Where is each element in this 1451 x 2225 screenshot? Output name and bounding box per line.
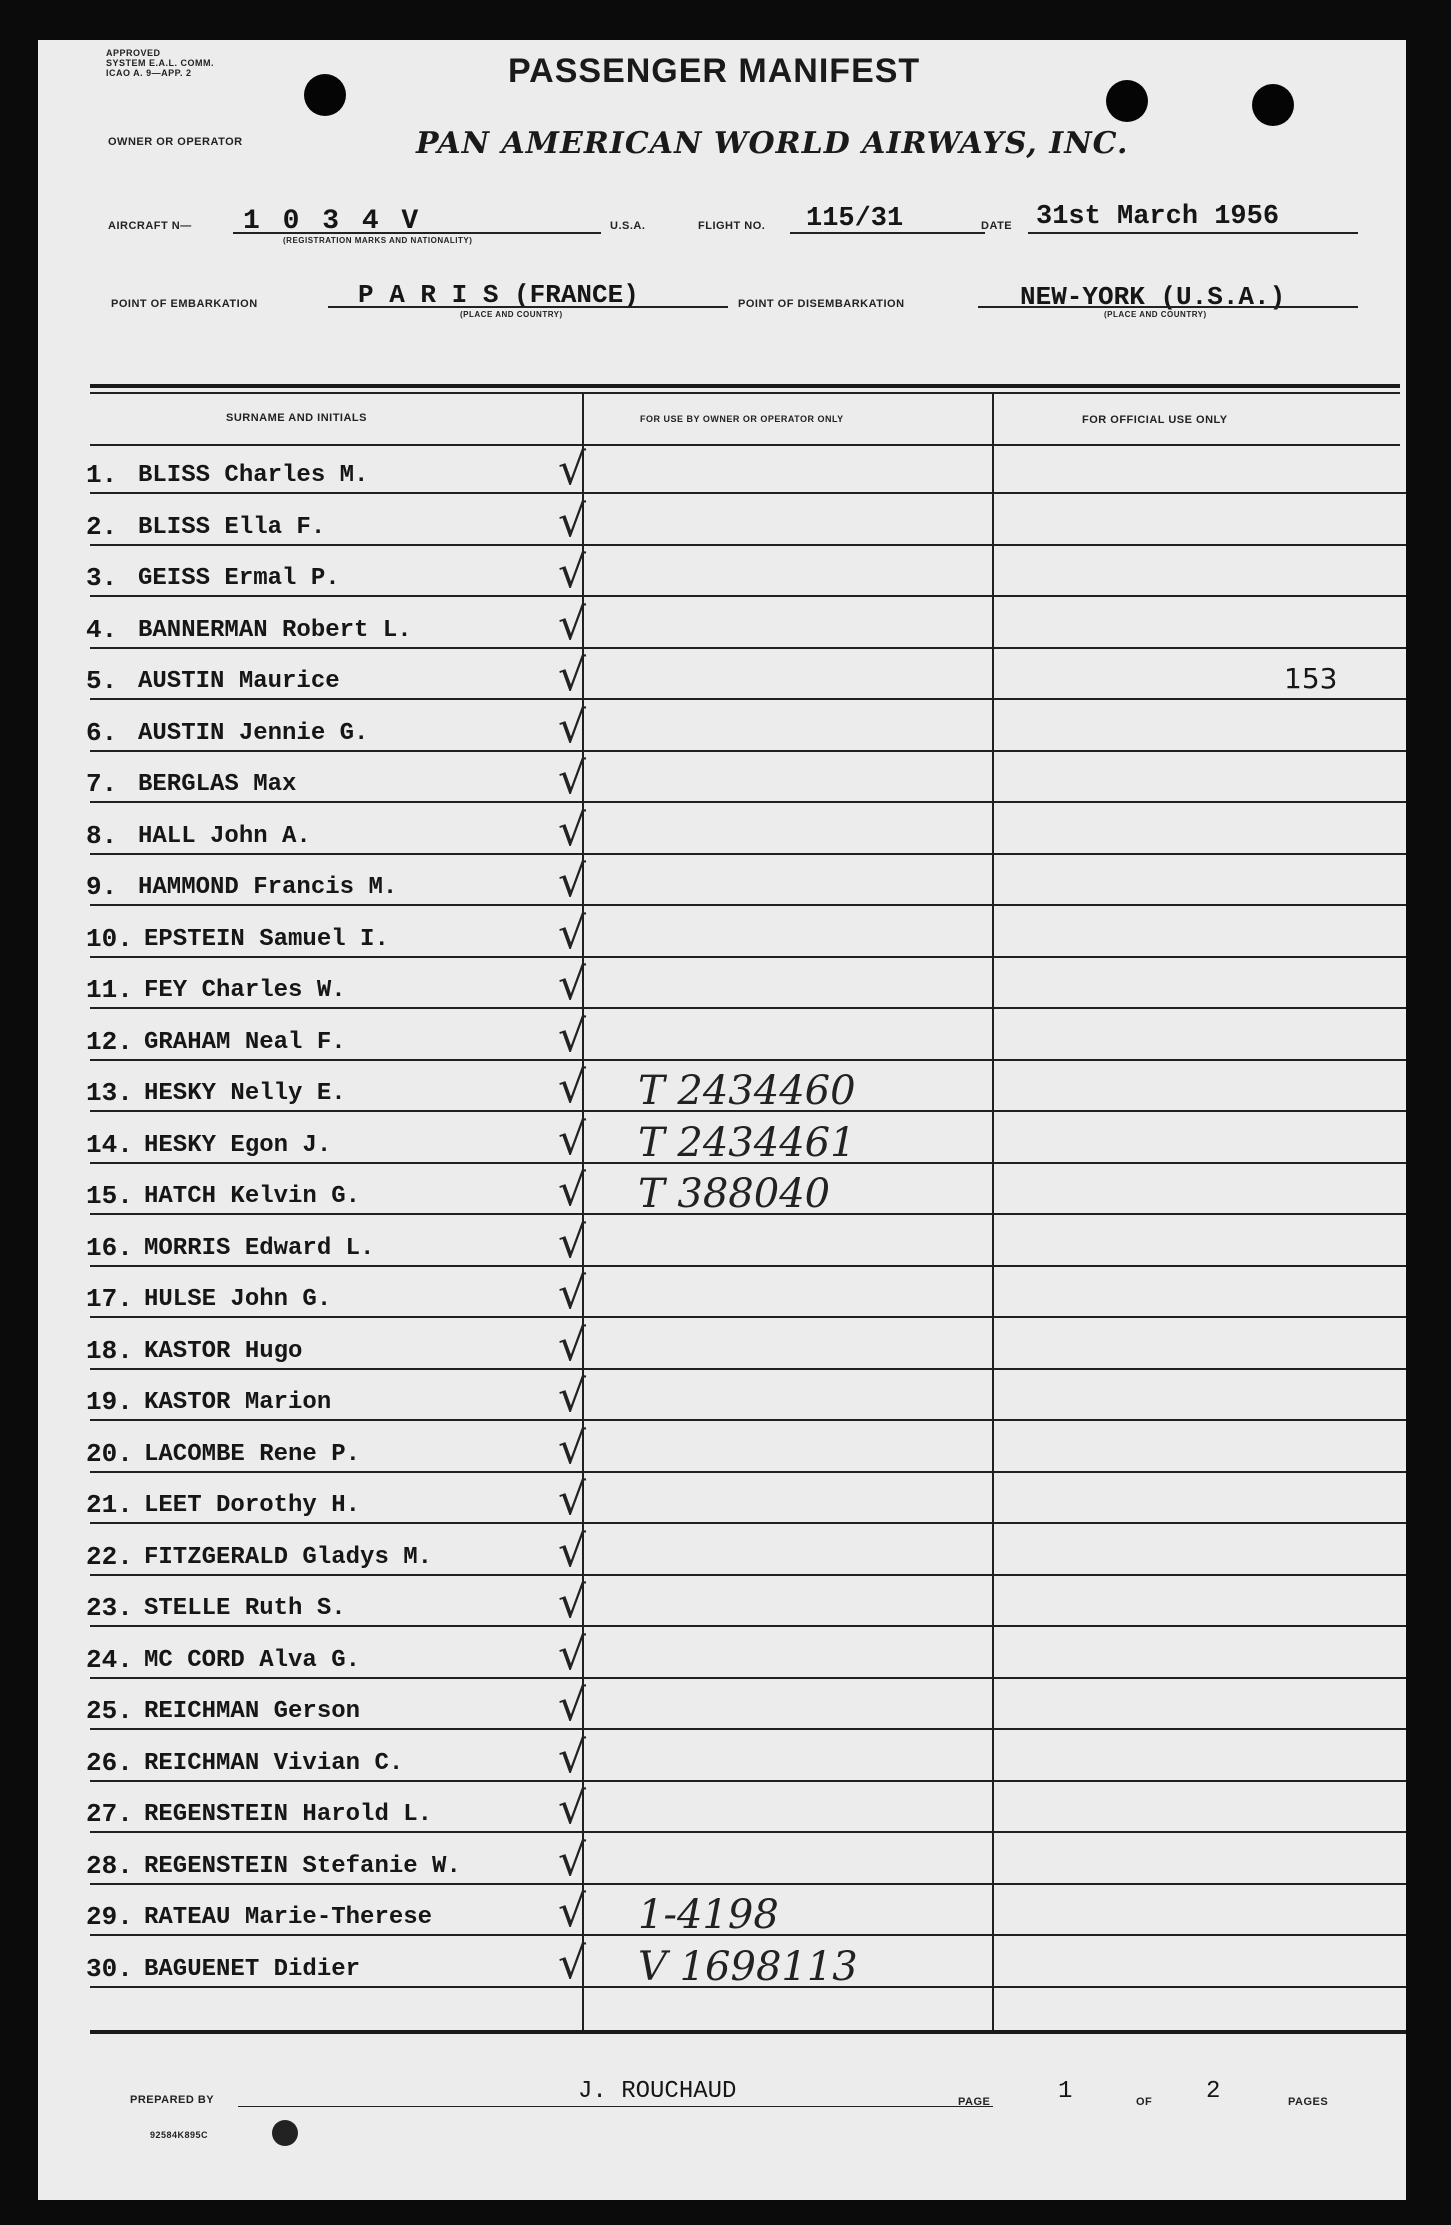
prepared-by-underline <box>238 2106 993 2107</box>
passenger-name: RATEAU Marie-Therese <box>144 1904 433 1931</box>
row-number: 29. <box>86 1902 133 1932</box>
row-number: 6. <box>86 718 118 748</box>
aircraft-underline <box>233 232 601 234</box>
owner-value: PAN AMERICAN WORLD AIRWAYS, INC. <box>416 126 1129 161</box>
owner-label: OWNER OR OPERATOR <box>108 136 243 148</box>
checkmark-icon: √ <box>558 856 587 907</box>
passenger-name: REICHMAN Gerson <box>144 1698 361 1725</box>
row-number: 15. <box>86 1181 133 1211</box>
row-number: 13. <box>86 1078 133 1108</box>
checkmark-icon: √ <box>558 1217 587 1268</box>
row-number: 25. <box>86 1696 133 1726</box>
checkmark-icon: √ <box>558 1423 587 1474</box>
row-number: 2. <box>86 512 118 542</box>
row-rule <box>90 1574 1406 1576</box>
operator-note: T 2434461 <box>638 1120 856 1166</box>
aircraft-value: 1 0 3 4 V <box>243 206 422 237</box>
disembarkation-label: POINT OF DISEMBARKATION <box>738 298 905 310</box>
row-rule <box>90 1419 1406 1421</box>
disembarkation-sublabel: (PLACE AND COUNTRY) <box>1104 310 1207 319</box>
date-value: 31st March 1956 <box>1036 202 1280 232</box>
row-number: 17. <box>86 1284 133 1314</box>
checkmark-icon: √ <box>558 753 587 804</box>
checkmark-icon: √ <box>558 805 587 856</box>
row-rule <box>90 1831 1406 1833</box>
row-rule <box>90 1110 1406 1112</box>
punch-hole-right-1 <box>1106 80 1148 122</box>
punch-hole-left <box>304 74 346 116</box>
passenger-name: HESKY Egon J. <box>144 1132 332 1159</box>
checkmark-icon: √ <box>558 1886 587 1937</box>
row-rule <box>90 750 1406 752</box>
row-number: 16. <box>86 1233 133 1263</box>
passenger-name: FEY Charles W. <box>144 977 346 1004</box>
row-rule <box>90 595 1406 597</box>
embarkation-sublabel: (PLACE AND COUNTRY) <box>460 310 563 319</box>
row-number: 10. <box>86 924 133 954</box>
passenger-name: AUSTIN Jennie G. <box>138 720 369 747</box>
passenger-name: BLISS Charles M. <box>138 462 369 489</box>
checkmark-icon: √ <box>558 599 587 650</box>
column-header-official: FOR OFFICIAL USE ONLY <box>1082 414 1228 426</box>
row-rule <box>90 1162 1406 1164</box>
passenger-name: REGENSTEIN Harold L. <box>144 1801 433 1828</box>
table-top-rule <box>90 384 1400 388</box>
approved-stamp <box>106 48 214 78</box>
row-number: 20. <box>86 1439 133 1469</box>
row-number: 5. <box>86 666 118 696</box>
prepared-by-label: PREPARED BY <box>130 2094 215 2106</box>
pages-label: PAGES <box>1288 2096 1329 2108</box>
passenger-name: STELLE Ruth S. <box>144 1595 346 1622</box>
checkmark-icon: √ <box>558 1732 587 1783</box>
passenger-name: MORRIS Edward L. <box>144 1235 375 1262</box>
passenger-name: EPSTEIN Samuel I. <box>144 926 389 953</box>
row-rule <box>90 1883 1406 1885</box>
passenger-name: HESKY Nelly E. <box>144 1080 346 1107</box>
passenger-name: KASTOR Hugo <box>144 1338 303 1365</box>
checkmark-icon: √ <box>558 650 587 701</box>
operator-note: T 388040 <box>638 1171 831 1217</box>
row-rule <box>90 1059 1406 1061</box>
checkmark-icon: √ <box>558 1526 587 1577</box>
row-rule <box>90 1471 1406 1473</box>
row-number: 23. <box>86 1593 133 1623</box>
passenger-name: BANNERMAN Robert L. <box>138 617 412 644</box>
checkmark-icon: √ <box>558 444 587 495</box>
passenger-name: FITZGERALD Gladys M. <box>144 1544 433 1571</box>
row-number: 1. <box>86 460 118 490</box>
row-rule <box>90 1986 1406 1988</box>
checkmark-icon: √ <box>558 1268 587 1319</box>
passenger-name: AUSTIN Maurice <box>138 668 340 695</box>
checkmark-icon: √ <box>558 1680 587 1731</box>
disembarkation-value: NEW-YORK (U.S.A.) <box>1020 282 1286 312</box>
passenger-name: BAGUENET Didier <box>144 1956 361 1983</box>
flight-value: 115/31 <box>806 204 904 234</box>
row-number: 14. <box>86 1130 133 1160</box>
aircraft-sublabel: (REGISTRATION MARKS AND NATIONALITY) <box>283 236 473 245</box>
of-value: 2 <box>1206 2078 1221 2105</box>
manifest-sheet <box>38 40 1406 2200</box>
approved-line-1: APPROVED <box>106 48 161 58</box>
date-label: DATE <box>981 220 1013 232</box>
row-number: 4. <box>86 615 118 645</box>
aircraft-label: AIRCRAFT N— <box>108 220 192 232</box>
passenger-name: HULSE John G. <box>144 1286 332 1313</box>
row-rule <box>90 698 1406 700</box>
passenger-name: GRAHAM Neal F. <box>144 1029 346 1056</box>
passenger-name: HALL John A. <box>138 823 311 850</box>
checkmark-icon: √ <box>558 1474 587 1525</box>
checkmark-icon: √ <box>558 908 587 959</box>
row-number: 27. <box>86 1799 133 1829</box>
checkmark-icon: √ <box>558 1629 587 1680</box>
checkmark-icon: √ <box>558 702 587 753</box>
row-rule <box>90 1007 1406 1009</box>
checkmark-icon: √ <box>558 1938 587 1989</box>
row-rule <box>90 1316 1406 1318</box>
embarkation-value: P A R I S (FRANCE) <box>358 280 639 310</box>
passenger-name: LEET Dorothy H. <box>144 1492 361 1519</box>
checkmark-icon: √ <box>558 1835 587 1886</box>
row-rule <box>90 1728 1406 1730</box>
embarkation-label: POINT OF EMBARKATION <box>111 298 258 310</box>
row-number: 24. <box>86 1645 133 1675</box>
row-rule <box>90 647 1406 649</box>
header-bottom-rule <box>90 444 1400 446</box>
row-rule <box>90 1265 1406 1267</box>
row-rule <box>90 1780 1406 1782</box>
form-code: 92584K895C <box>150 2130 209 2140</box>
checkmark-icon: √ <box>558 1011 587 1062</box>
page-title: PASSENGER MANIFEST <box>508 52 921 90</box>
row-rule <box>90 801 1406 803</box>
approved-line-2: SYSTEM E.A.L. COMM. <box>106 58 215 68</box>
passenger-name: BLISS Ella F. <box>138 514 326 541</box>
checkmark-icon: √ <box>558 1114 587 1165</box>
row-rule <box>90 1934 1406 1936</box>
checkmark-icon: √ <box>558 1062 587 1113</box>
flight-underline <box>790 232 985 234</box>
row-rule <box>90 1522 1406 1524</box>
row-number: 3. <box>86 563 118 593</box>
usa-label: U.S.A. <box>610 220 646 232</box>
row-rule <box>90 904 1406 906</box>
checkmark-icon: √ <box>558 1320 587 1371</box>
row-rule <box>90 1213 1406 1215</box>
union-bug-icon <box>272 2120 298 2146</box>
row-number: 21. <box>86 1490 133 1520</box>
row-rule <box>90 1677 1406 1679</box>
passenger-name: HAMMOND Francis M. <box>138 874 398 901</box>
row-rule <box>90 956 1406 958</box>
date-underline <box>1028 232 1358 234</box>
passenger-name: LACOMBE Rene P. <box>144 1441 361 1468</box>
checkmark-icon: √ <box>558 959 587 1010</box>
passenger-name: REGENSTEIN Stefanie W. <box>144 1853 461 1880</box>
row-number: 7. <box>86 769 118 799</box>
row-number: 11. <box>86 975 133 1005</box>
passenger-name: KASTOR Marion <box>144 1389 332 1416</box>
checkmark-icon: √ <box>558 1783 587 1834</box>
passenger-name: HATCH Kelvin G. <box>144 1183 361 1210</box>
flight-label: FLIGHT NO. <box>698 220 766 232</box>
page-value: 1 <box>1058 2078 1073 2105</box>
checkmark-icon: √ <box>558 1577 587 1628</box>
row-number: 8. <box>86 821 118 851</box>
row-number: 30. <box>86 1954 133 1984</box>
row-number: 19. <box>86 1387 133 1417</box>
checkmark-icon: √ <box>558 496 587 547</box>
passenger-name: GEISS Ermal P. <box>138 565 340 592</box>
column-header-names: SURNAME AND INITIALS <box>226 412 367 424</box>
row-rule <box>90 1625 1406 1627</box>
passenger-name: REICHMAN Vivian C. <box>144 1750 404 1777</box>
row-rule <box>90 492 1406 494</box>
embarkation-underline <box>328 306 728 308</box>
operator-note: 1-4198 <box>638 1892 779 1938</box>
disembarkation-underline <box>978 306 1358 308</box>
row-number: 22. <box>86 1542 133 1572</box>
row-rule <box>90 1368 1406 1370</box>
passenger-name: MC CORD Alva G. <box>144 1647 361 1674</box>
checkmark-icon: √ <box>558 547 587 598</box>
of-label: OF <box>1136 2096 1153 2108</box>
operator-note: V 1698113 <box>638 1944 858 1990</box>
row-number: 9. <box>86 872 118 902</box>
checkmark-icon: √ <box>558 1371 587 1422</box>
official-note: 153 <box>1284 662 1338 695</box>
row-number: 12. <box>86 1027 133 1057</box>
table-bottom-rule <box>90 2030 1406 2034</box>
row-rule <box>90 544 1406 546</box>
row-number: 18. <box>86 1336 133 1366</box>
column-divider-2 <box>992 392 994 2032</box>
approved-line-3: ICAO A. 9—APP. 2 <box>106 68 192 78</box>
row-number: 26. <box>86 1748 133 1778</box>
operator-note: T 2434460 <box>638 1068 856 1114</box>
column-header-operator: FOR USE BY OWNER OR OPERATOR ONLY <box>640 414 844 424</box>
checkmark-icon: √ <box>558 1165 587 1216</box>
row-number: 28. <box>86 1851 133 1881</box>
prepared-by-value: J. ROUCHAUD <box>578 2078 737 2105</box>
punch-hole-right-2 <box>1252 84 1294 126</box>
page-label: PAGE <box>958 2096 991 2108</box>
row-rule <box>90 853 1406 855</box>
table-top-rule-2 <box>90 392 1400 394</box>
passenger-name: BERGLAS Max <box>138 771 297 798</box>
